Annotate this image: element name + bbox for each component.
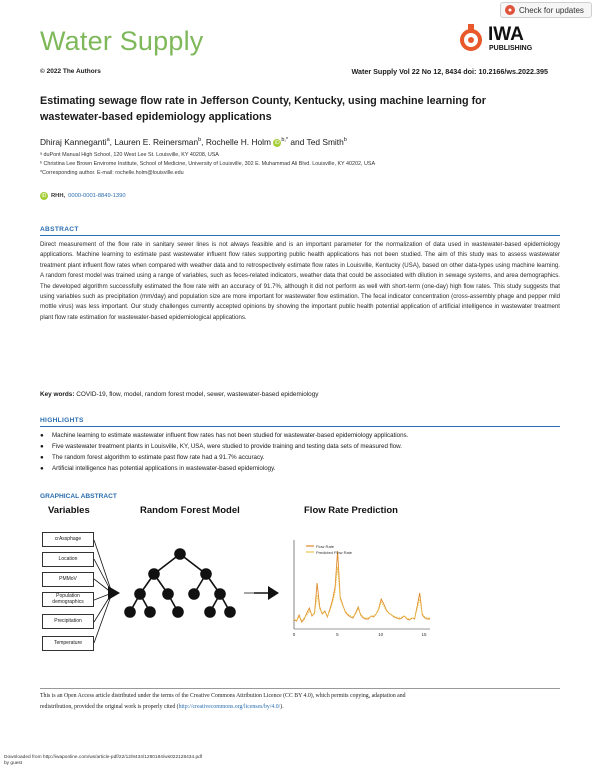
variables-title: Variables — [48, 505, 90, 516]
variable-box: Precipitation — [42, 614, 94, 629]
highlights-list — [40, 430, 560, 474]
keywords — [40, 391, 318, 398]
check-updates-label: Check for updates — [519, 5, 584, 15]
legend-measured: Flow Rate — [316, 544, 335, 549]
graphical-abstract-heading: GRAPHICAL ABSTRACT — [40, 493, 117, 500]
model-title: Random Forest Model — [140, 505, 240, 516]
check-updates-icon: ● — [505, 5, 515, 15]
license-link[interactable]: http://creativecommons.org/licenses/by/4.0/ — [178, 704, 281, 710]
highlight-item: ● Five wastewater treatment plants in Louisville, KY, USA, were studied to provide training and testing data sets of measured flow. — [40, 443, 403, 450]
random-forest-diagram — [94, 528, 254, 658]
check-for-updates-button[interactable] — [500, 2, 592, 18]
author-name: and Ted Smith — [290, 137, 344, 147]
keywords-text: COVID-19, flow, model, random forest model, sewer, wastewater-based epidemiology — [76, 391, 319, 398]
x-tick-label: 0 — [292, 632, 296, 637]
logo-subtext: PUBLISHING — [489, 45, 533, 52]
orcid-line — [40, 192, 126, 200]
variable-box: Location — [42, 552, 94, 567]
divider — [40, 235, 560, 236]
prediction-title: Flow Rate Prediction — [304, 505, 398, 516]
article-title — [40, 93, 560, 125]
author-name: Lauren E. Reinersman — [114, 137, 199, 147]
flow-rate-chart — [284, 536, 434, 642]
abstract-text: Direct measurement of the flow rate in sanitary sewer lines is not always feasible and is an important parameter for the normalization of data used in wastewater-based epidemiology applications. Machine learning to estimate past wastewater influent flow rates supporting public health applications has not been studied. The aim of this study was to assess wastewater treatment plant influent flow rates when compared with weather data and to retrospectively estimate flow rates in Louisville, Kentucky (USA), based on other data-types using machine learning. A random forest model was trained using a range of variables, such as feces-related indicators, weather data that could be associated with dilution in sewage systems, and area demographics. The developed algorithm successfully estimated the flow rate with an accuracy of 91.7%, although it did not perform as well with short-term (one-day) high flow rates. This study suggests that using variables such as precipitation (mm/day) and population size are more important for wastewater flow estimation. The fecal indicator concentration (cross-assembly phage and pepper mild mottle virus) was less important. Our study challenges currently accepted opinions by showing the important public health potential application of artificial intelligence in wastewater treatment plant flow rate estimation for wastewater-based epidemiological applications. — [40, 241, 560, 321]
variable-box: Temperature — [42, 636, 94, 651]
download-note: Downloaded from http://iwaponline.com/ws/article-pdf/22/12/8434/1280184/ws022128434.pdf by guest — [4, 755, 203, 766]
abstract-heading: ABSTRACT — [40, 226, 79, 233]
variable-box: crAssphage — [42, 532, 94, 547]
affiliation: ᵇ Christina Lee Brown Envirome Institute, School of Medicine, University of Louisville, 302 E. Muhammad Ali Blvd. Louisville, KY 40202, USA — [40, 161, 376, 167]
highlight-item: ● Machine learning to estimate wastewater influent flow rates has not been studied for wastewater-based epidemiology applications. — [40, 432, 409, 439]
chart-legend — [306, 544, 353, 555]
x-tick-label: 5 — [336, 632, 339, 637]
license-text: This is an Open Access article distributed under the terms of the Creative Commons Attribution Licence (CC BY 4.0), which permits copying, adaptation and redistribution, provided the original work is properly cited (http://creativecommons.org/licenses/by/4.0/). — [40, 693, 406, 710]
keywords-label: Key words: — [40, 391, 75, 398]
title-line-2: wastewater-based epidemiology applications — [40, 111, 272, 123]
title-line-1: Estimating sewage flow rate in Jefferson County, Kentucky, using machine learning for — [40, 95, 486, 107]
highlights-heading: HIGHLIGHTS — [40, 417, 84, 424]
copyright: © 2022 The Authors — [40, 68, 101, 75]
variable-box: PMMoV — [42, 572, 94, 587]
footer-divider — [40, 688, 560, 689]
variable-box: Population demographics — [42, 592, 94, 607]
x-tick-label: 15 — [421, 632, 427, 637]
orcid-icon[interactable]: iD — [274, 139, 280, 146]
journal-name: Water Supply — [40, 26, 204, 56]
orcid-icon: iD — [41, 193, 47, 199]
logo-text: IWA — [488, 24, 524, 45]
author-name: Rochelle H. Holm — [205, 137, 271, 147]
legend-predicted: Predicted Flow Rate — [316, 550, 353, 555]
publisher-logo — [458, 22, 558, 54]
orcid-label: RHH, — [51, 193, 66, 199]
affiliation: ᵃ duPont Manual High School, 120 West Lee St. Louisville, KY 40208, USA — [40, 152, 219, 158]
author-name: Dhiraj Kanneganti — [40, 137, 107, 147]
output-arrow-icon — [254, 583, 280, 603]
divider — [40, 426, 560, 427]
corresponding-author: *Corresponding author. E-mail: rochelle.holm@louisville.edu — [40, 170, 184, 176]
orcid-link[interactable]: 0000-0001-8849-1390 — [68, 193, 126, 199]
citation: Water Supply Vol 22 No 12, 8434 doi: 10.2166/ws.2022.395 — [351, 67, 548, 76]
series-measured-flow — [294, 551, 430, 622]
x-tick-label: 10 — [378, 632, 384, 637]
highlight-item: ● Artificial intelligence has potential applications in wastewater-based epidemiology. — [40, 465, 276, 472]
author-list: Dhiraj Kanneganti$^a$, Lauren E. Reinersman$^b$, Rochelle H. Holm iD $^{b,*}$ and Ted Smith$^b$ — [40, 137, 347, 147]
highlight-item: ● The random forest algorithm to estimate past flow rate had a 91.7% accuracy. — [40, 454, 265, 461]
